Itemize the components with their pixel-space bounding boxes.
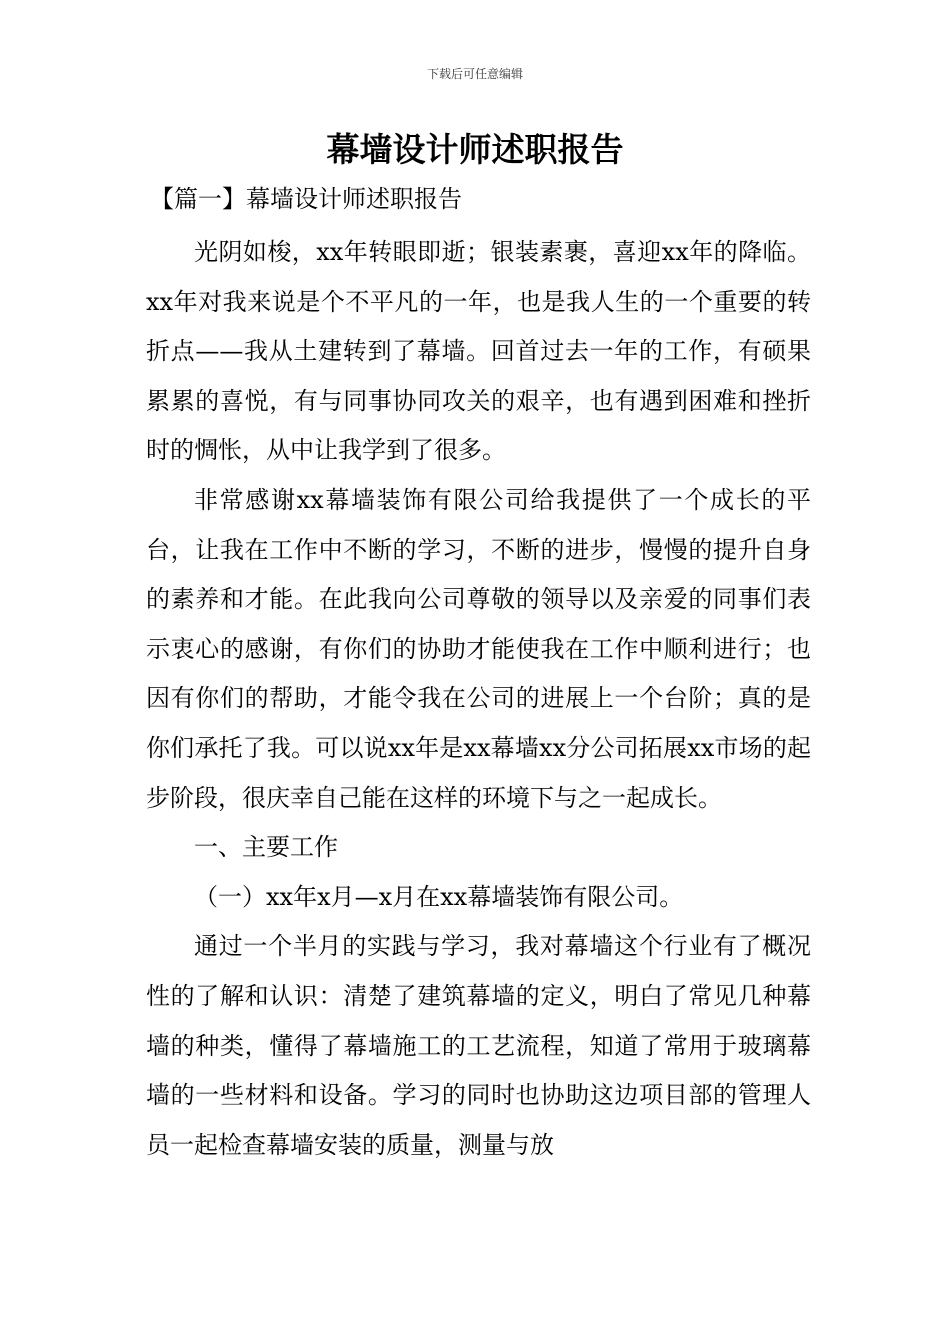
- paragraph-learning: 通过一个半月的实践与学习，我对幕墙这个行业有了概况性的了解和认识：清楚了建筑幕墙的定义，明白了常见几种幕墙的种类，懂得了幕墙施工的工艺流程，知道了常用于玻璃幕墙的一些材料和设备。学习的同时也协助这边项目部的管理人员一起检查幕墙安装的质量，测量与放: [146, 932, 811, 1159]
- subheading-period-one: （一）xx年x月—x月在xx幕墙装饰有限公司。: [194, 882, 684, 911]
- header-note: 下载后可任意编辑: [426, 67, 523, 81]
- subheading-main-work: 一、主要工作: [194, 833, 338, 862]
- paragraph-intro: 光阴如梭，xx年转眼即逝；银装素裹，喜迎xx年的降临。xx年对我来说是个不平凡的一年，也是我人生的一个重要的转折点——我从土建转到了幕墙。回首过去一年的工作，有硕果累累的喜悦，有与同事协同攻关的艰辛，也有遇到困难和挫折时的惆怅，从中让我学到了很多。: [146, 238, 811, 465]
- paragraph-thanks: 非常感谢xx幕墙装饰有限公司给我提供了一个成长的平台，让我在工作中不断的学习，不断的进步，慢慢的提升自身的素养和才能。在此我向公司尊敬的领导以及亲爱的同事们表示衷心的感谢，有你们的协助才能使我在工作中顺利进行；也因有你们的帮助，才能令我在公司的进展上一个台阶；真的是你们承托了我。可以说xx年是xx幕墙xx分公司拓展xx市场的起步阶段，很庆幸自己能在这样的环境下与之一起成长。: [146, 485, 811, 812]
- section-heading: 【篇一】幕墙设计师述职报告: [150, 185, 462, 213]
- document-title: 幕墙设计师述职报告: [326, 130, 624, 169]
- document-body: [146, 228, 811, 1170]
